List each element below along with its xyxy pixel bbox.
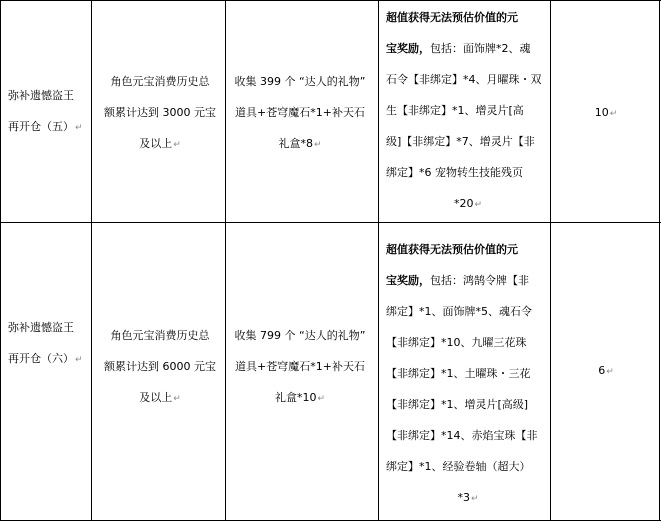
condition-cell bbox=[100, 320, 220, 415]
table-border-right bbox=[659, 0, 660, 521]
activity-name-line: 再开仓（五）↵ bbox=[8, 120, 83, 133]
reward-line: 级]【非绑定】*7、增灵片【非 bbox=[386, 135, 535, 148]
table-border-top bbox=[0, 0, 661, 1]
table-border-left bbox=[0, 0, 1, 521]
reward-heading: 超值获得无法预估价值的元 bbox=[386, 243, 518, 256]
requirement-cell bbox=[230, 66, 370, 161]
requirement-line: 道具+苍穹魔石*1+补天石 bbox=[235, 360, 365, 373]
reward-line: 绑定】*1、面饰牌*5、魂石令 bbox=[386, 305, 532, 318]
reward-cell bbox=[386, 2, 550, 221]
reward-line: *3↵ bbox=[457, 491, 479, 504]
requirement-line: 收集 399 个 “达人的礼物” bbox=[234, 75, 366, 88]
reward-line: 宝奖励，包括：面饰牌*2、魂 bbox=[386, 42, 531, 55]
reward-line: 绑定】*6 宠物转生技能残页 bbox=[386, 166, 523, 179]
condition-line: 及以上↵ bbox=[139, 391, 181, 404]
count-cell: 6↵ bbox=[598, 364, 614, 377]
condition-line: 角色元宝消费历史总 bbox=[110, 329, 210, 342]
reward-line: 【非绑定】*1、土曜珠・三花 bbox=[386, 367, 531, 380]
column-divider bbox=[91, 0, 92, 521]
activity-name-line: 弥补遗憾盗王 bbox=[8, 89, 74, 102]
condition-cell bbox=[100, 66, 220, 161]
reward-line: 石令【非绑定】*4、月曜珠・双 bbox=[386, 73, 542, 86]
requirement-line: 收集 799 个 “达人的礼物” bbox=[234, 329, 366, 342]
reward-line: 【非绑定】*10、九曜三花珠 bbox=[386, 336, 527, 349]
condition-line: 额累计达到 3000 元宝 bbox=[104, 106, 216, 119]
table-border-bottom bbox=[0, 520, 661, 521]
reward-line: 【非绑定】*1、增灵片[高级] bbox=[386, 398, 529, 411]
column-divider bbox=[378, 0, 379, 521]
activity-name-cell bbox=[8, 80, 88, 144]
reward-line: 绑定】*1、经验卷轴（超大） bbox=[386, 460, 531, 473]
condition-line: 额累计达到 6000 元宝 bbox=[104, 360, 216, 373]
reward-cell bbox=[386, 234, 550, 515]
requirement-line: 礼盒*10↵ bbox=[274, 391, 326, 404]
activity-name-line: 弥补遗憾盗王 bbox=[8, 321, 74, 334]
requirement-line: 礼盒*8↵ bbox=[278, 137, 322, 150]
activity-name-cell bbox=[8, 312, 88, 376]
activity-name-line: 再开仓（六）↵ bbox=[8, 352, 83, 365]
reward-line: 宝奖励，包括：鸿鹄令牌【非 bbox=[386, 274, 529, 287]
reward-line: 【非绑定】*14、赤焰宝珠【非 bbox=[386, 429, 538, 442]
column-divider bbox=[550, 0, 551, 521]
requirement-cell bbox=[230, 320, 370, 415]
count-value: 6 bbox=[598, 364, 606, 377]
column-divider bbox=[225, 0, 226, 521]
row-divider bbox=[0, 222, 661, 223]
reward-line: 生【非绑定】*1、增灵片[高 bbox=[386, 104, 524, 117]
condition-line: 及以上↵ bbox=[139, 137, 181, 150]
requirement-line: 道具+苍穹魔石*1+补天石 bbox=[235, 106, 365, 119]
condition-line: 角色元宝消费历史总 bbox=[110, 75, 210, 88]
count-value: 10 bbox=[594, 106, 609, 119]
reward-line: *20↵ bbox=[453, 197, 483, 210]
count-cell: 10↵ bbox=[594, 106, 618, 119]
reward-heading: 超值获得无法预估价值的元 bbox=[386, 11, 518, 24]
